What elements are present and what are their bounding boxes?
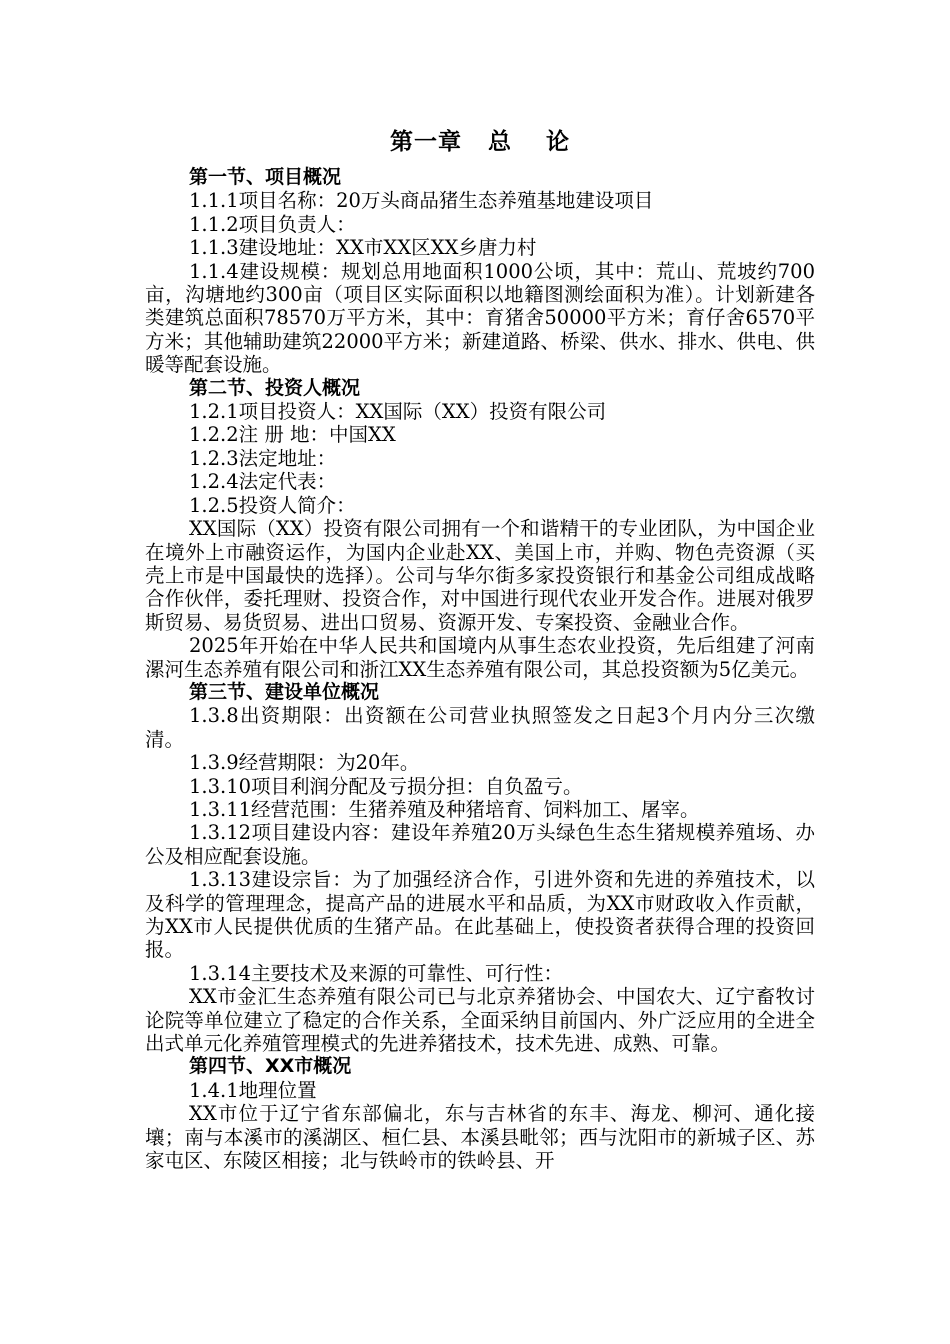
paragraph: XX市位于辽宁省东部偏北，东与吉林省的东丰、海龙、柳河、通化接壤；南与本溪市的溪湖区、桓仁县、本溪县毗邻；西与沈阳市的新城子区、苏家屯区、东陵区相接；北与铁岭市的铁岭县、开 xyxy=(145,1102,815,1173)
paragraph: 1.3.11经营范围：生猪养殖及种猪培育、饲料加工、屠宰。 xyxy=(189,797,700,821)
chapter-title-part3: 论 xyxy=(546,128,570,155)
paragraph: 1.3.10项目利润分配及亏损分担：自负盈亏。 xyxy=(189,774,583,798)
paragraph: 1.3.8出资期限：出资额在公司营业执照签发之日起3个月内分三次缴清。 xyxy=(145,704,815,751)
paragraph: 1.2.4法定代表： xyxy=(189,470,337,494)
paragraph: 1.3.12项目建设内容：建设年养殖20万头绿色生态生猪规模养殖场、办公及相应配套设施。 xyxy=(145,821,815,868)
section-heading-2: 第二节、投资人概况 xyxy=(189,376,361,399)
section-heading-4: 第四节、XX市概况 xyxy=(189,1055,352,1078)
document-body xyxy=(145,126,815,1172)
paragraph: XX国际（XX）投资有限公司拥有一个和谐精干的专业团队，为中国企业在境外上市融资运作，为国内企业赴XX、美国上市，并购、物色壳资源（买壳上市是中国最快的选择）。公司与华尔街多家投资银行和基金公司组成战略合作伙伴，委托理财、投资合作，对中国进行现代农业开发合作。进展对俄罗斯贸易、易货贸易、进出口贸易、资源开发、专案投资、金融业合作。 xyxy=(145,517,815,634)
chapter-title-part2: 总 xyxy=(488,128,512,155)
paragraph: 1.2.1项目投资人：XX国际（XX）投资有限公司 xyxy=(189,400,607,424)
paragraph: 1.3.13建设宗旨：为了加强经济合作，引进外资和先进的养殖技术，以及科学的管理理念，提高产品的进展水平和品质，为XX市财政收入作贡献，为XX市人民提供优质的生猪产品。在此基础上，使投资者获得合理的投资回报。 xyxy=(145,868,815,962)
section-heading-1: 第一节、项目概况 xyxy=(189,166,342,188)
paragraph: XX市金汇生态养殖有限公司已与北京养猪协会、中国农大、辽宁畜牧讨论院等单位建立了稳定的合作关系，全面采纳目前国内、外广泛应用的全进全出式单元化养殖管理模式的先进养猪技术，技术先进、成熟、可靠。 xyxy=(145,985,815,1056)
paragraph: 1.3.14主要技术及来源的可靠性、可行性： xyxy=(189,961,564,985)
paragraph: 1.2.2注 册 地：中国XX xyxy=(189,423,396,447)
paragraph: 1.2.5投资人简介： xyxy=(189,493,356,517)
paragraph: 1.3.9经营期限：为20年。 xyxy=(189,751,420,775)
paragraph: 1.4.1地理位置 xyxy=(189,1078,317,1102)
paragraph: 1.1.4建设规模：规划总用地面积1000公顷，其中：荒山、荒坡约700亩，沟塘地约300亩（项目区实际面积以地籍图测绘面积为准）。计划新建各类建筑总面积78570万平方米，其中：育猪舍50000平方米；育仔舍6570平方米；其他辅助建筑22000平方米；新建道路、桥梁、供水、排水、供电、供暖等配套设施。 xyxy=(145,259,815,377)
paragraph: 1.2.3法定地址： xyxy=(189,446,337,470)
paragraph: 1.1.3建设地址：XX市XX区XX乡唐力村 xyxy=(189,236,537,260)
paragraph: 2025年开始在中华人民共和国境内从事生态农业投资，先后组建了河南漯河生态养殖有限公司和浙江XX生态养殖有限公司，其总投资额为5亿美元。 xyxy=(145,634,815,681)
paragraph: 1.1.1项目名称：20万头商品猪生态养殖基地建设项目 xyxy=(189,189,654,213)
paragraph: 1.1.2项目负责人： xyxy=(189,212,356,236)
section-heading-3: 第三节、建设单位概况 xyxy=(189,680,380,703)
chapter-title xyxy=(145,126,815,166)
chapter-title-part1: 第一章 xyxy=(390,128,462,155)
